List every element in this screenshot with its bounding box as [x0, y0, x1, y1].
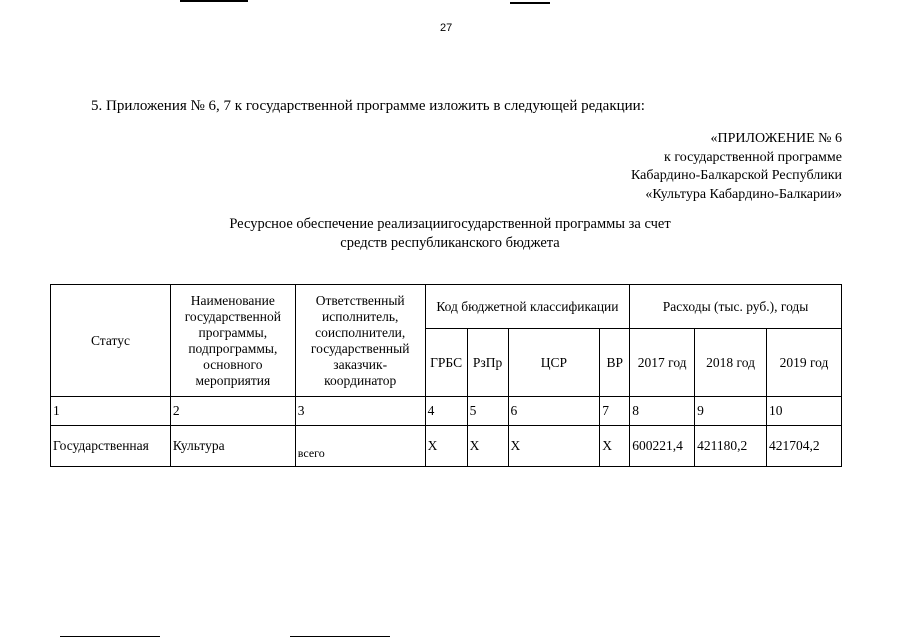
- column-number-row: [51, 397, 842, 426]
- appendix-line: «ПРИЛОЖЕНИЕ № 6: [710, 131, 842, 146]
- header-csr: ЦСР: [508, 329, 600, 397]
- resource-table: [50, 284, 842, 467]
- appendix-line: к государственной программе: [664, 149, 842, 165]
- header-rzpr: РзПр: [467, 329, 508, 397]
- column-number: 8: [630, 397, 695, 426]
- cell-2017: 600221,4: [630, 426, 695, 467]
- column-number: 2: [170, 397, 295, 426]
- header-vr: ВР: [600, 329, 630, 397]
- column-number: 6: [508, 397, 600, 426]
- appendix-line: Кабардино-Балкарской Республики: [631, 168, 842, 183]
- column-number: 5: [467, 397, 508, 426]
- page-number: 27: [440, 22, 453, 34]
- title-line: Ресурсное обеспечение реализациигосударственной программы за счет: [229, 216, 671, 232]
- cell-executor: всего: [295, 426, 425, 467]
- header-executor: Ответственный исполнитель, соисполнители, государственный заказчик-координатор: [295, 285, 425, 397]
- scan-artifact: [510, 2, 550, 4]
- cell-2019: 421704,2: [767, 426, 842, 467]
- cell-status: Государственная: [51, 426, 171, 467]
- cell-2018: 421180,2: [695, 426, 767, 467]
- scan-artifact: [180, 0, 248, 2]
- header-code: Код бюджетной классификации: [425, 285, 630, 329]
- cell-rzpr: Х: [467, 426, 508, 467]
- document-title: [150, 215, 750, 252]
- column-number: 7: [600, 397, 630, 426]
- header-grbs: ГРБС: [425, 329, 467, 397]
- column-number: 3: [295, 397, 425, 426]
- column-number: 9: [695, 397, 767, 426]
- header-name: Наименование государственной программы, подпрограммы, основного мероприятия: [170, 285, 295, 397]
- header-2018: 2018 год: [695, 329, 767, 397]
- cell-csr: Х: [508, 426, 600, 467]
- title-line: средств республиканского бюджета: [340, 234, 560, 251]
- scan-artifact: [290, 636, 390, 637]
- column-number: 1: [51, 397, 171, 426]
- cell-grbs: Х: [425, 426, 467, 467]
- scan-artifact: [60, 636, 160, 637]
- header-2017: 2017 год: [630, 329, 695, 397]
- intro-paragraph: 5. Приложения № 6, 7 к государственной программе изложить в следующей редакции:: [91, 98, 645, 114]
- column-number: 4: [425, 397, 467, 426]
- column-number: 10: [767, 397, 842, 426]
- cell-vr: Х: [600, 426, 630, 467]
- header-status: Статус: [51, 285, 171, 397]
- cell-name: Культура: [170, 426, 295, 467]
- header-2019: 2019 год: [767, 329, 842, 397]
- header-expenses: Расходы (тыс. руб.), годы: [630, 285, 842, 329]
- appendix-line: «Культура Кабардино-Балкарии»: [645, 186, 842, 202]
- appendix-header: [631, 130, 842, 204]
- table-row: [51, 426, 842, 467]
